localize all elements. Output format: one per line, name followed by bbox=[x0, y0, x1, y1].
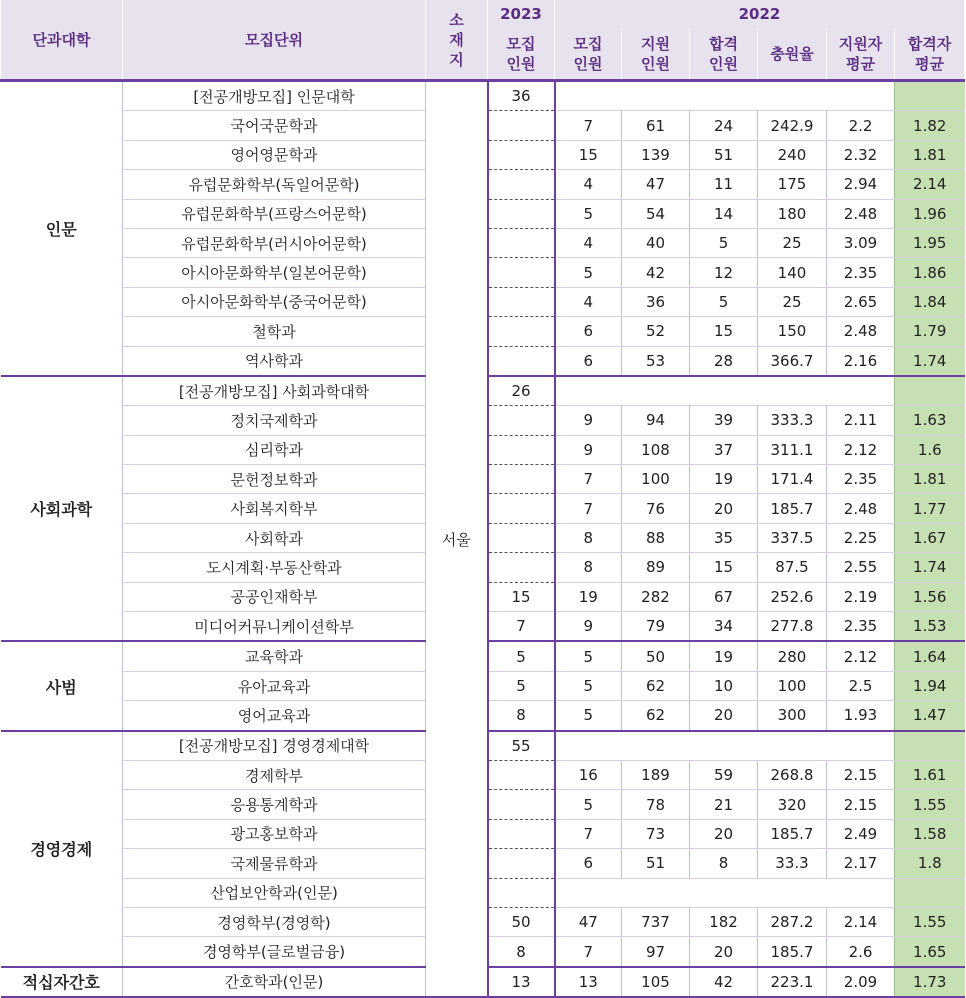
admitted: 34 bbox=[690, 612, 758, 642]
applicants: 100 bbox=[622, 465, 690, 494]
college-name: 적십자간호 bbox=[1, 967, 123, 997]
admitted: 5 bbox=[690, 228, 758, 257]
fill-rate: 185.7 bbox=[758, 819, 827, 848]
header-college: 단과대학 bbox=[1, 0, 123, 81]
quota-2023 bbox=[488, 878, 555, 907]
applicant-avg: 2.55 bbox=[827, 553, 895, 582]
applicant-avg: 2.15 bbox=[827, 790, 895, 819]
unit-name: 간호학과(인문) bbox=[123, 967, 426, 997]
unit-name: 경영학부(글로벌금융) bbox=[123, 937, 426, 967]
quota-2023: 55 bbox=[488, 731, 555, 761]
applicants: 97 bbox=[622, 937, 690, 967]
applicant-avg: 2.15 bbox=[827, 760, 895, 789]
applicants: 89 bbox=[622, 553, 690, 582]
quota-2023: 50 bbox=[488, 907, 555, 936]
quota-2022: 5 bbox=[555, 790, 622, 819]
applicants: 79 bbox=[622, 612, 690, 642]
quota-2022: 7 bbox=[555, 465, 622, 494]
admit-avg: 1.79 bbox=[895, 317, 965, 346]
fill-rate: 87.5 bbox=[758, 553, 827, 582]
quota-2023 bbox=[488, 494, 555, 523]
quota-2022: 5 bbox=[555, 671, 622, 700]
blank-2022-cells bbox=[555, 81, 895, 111]
applicants: 105 bbox=[622, 967, 690, 997]
admit-avg bbox=[895, 81, 965, 111]
fill-rate: 242.9 bbox=[758, 111, 827, 140]
admitted: 37 bbox=[690, 435, 758, 464]
unit-name: 경영학부(경영학) bbox=[123, 907, 426, 936]
header-admitted bbox=[690, 28, 758, 81]
admit-avg: 1.61 bbox=[895, 760, 965, 789]
applicants: 40 bbox=[622, 228, 690, 257]
admit-avg: 1.67 bbox=[895, 523, 965, 552]
quota-2023 bbox=[488, 111, 555, 140]
unit-name: 정치국제학과 bbox=[123, 406, 426, 435]
blank-2022-cells bbox=[555, 376, 895, 406]
fill-rate: 33.3 bbox=[758, 849, 827, 878]
header-applicants bbox=[622, 28, 690, 81]
unit-name: 심리학과 bbox=[123, 435, 426, 464]
admit-avg: 1.55 bbox=[895, 790, 965, 819]
applicant-avg: 1.93 bbox=[827, 701, 895, 731]
admit-avg: 2.14 bbox=[895, 170, 965, 199]
applicants: 88 bbox=[622, 523, 690, 552]
applicant-avg: 2.48 bbox=[827, 199, 895, 228]
header-fill-rate: 충원율 bbox=[758, 28, 827, 81]
unit-name: 아시아문화학부(일본어문학) bbox=[123, 258, 426, 287]
admit-avg: 1.95 bbox=[895, 228, 965, 257]
unit-name: 역사학과 bbox=[123, 346, 426, 376]
college-name: 사회과학 bbox=[1, 376, 123, 642]
admit-avg: 1.94 bbox=[895, 671, 965, 700]
admitted: 182 bbox=[690, 907, 758, 936]
blank-2022-cells bbox=[555, 878, 895, 907]
admit-avg: 1.47 bbox=[895, 701, 965, 731]
quota-2023 bbox=[488, 346, 555, 376]
admit-avg: 1.63 bbox=[895, 406, 965, 435]
quota-2022: 5 bbox=[555, 258, 622, 287]
quota-2022: 19 bbox=[555, 582, 622, 611]
quota-2023 bbox=[488, 553, 555, 582]
applicants: 53 bbox=[622, 346, 690, 376]
unit-name: 아시아문화학부(중국어문학) bbox=[123, 287, 426, 316]
quota-2023: 36 bbox=[488, 81, 555, 111]
quota-2023 bbox=[488, 287, 555, 316]
admit-avg: 1.77 bbox=[895, 494, 965, 523]
applicants: 139 bbox=[622, 140, 690, 169]
admitted: 11 bbox=[690, 170, 758, 199]
applicants: 52 bbox=[622, 317, 690, 346]
quota-2023 bbox=[488, 523, 555, 552]
quota-2022: 4 bbox=[555, 170, 622, 199]
header-applicants-label: 지원 인원 bbox=[641, 34, 670, 73]
quota-2023: 7 bbox=[488, 612, 555, 642]
admit-avg: 1.64 bbox=[895, 641, 965, 671]
header-quota-2022 bbox=[555, 28, 622, 81]
fill-rate: 337.5 bbox=[758, 523, 827, 552]
quota-2022: 9 bbox=[555, 435, 622, 464]
fill-rate: 180 bbox=[758, 199, 827, 228]
fill-rate: 150 bbox=[758, 317, 827, 346]
unit-name: 유럽문화학부(러시아어문학) bbox=[123, 228, 426, 257]
quota-2023 bbox=[488, 199, 555, 228]
unit-name: 공공인재학부 bbox=[123, 582, 426, 611]
applicant-avg: 2.09 bbox=[827, 967, 895, 997]
unit-name: 문헌정보학과 bbox=[123, 465, 426, 494]
admitted: 24 bbox=[690, 111, 758, 140]
fill-rate: 185.7 bbox=[758, 937, 827, 967]
applicant-avg: 2.12 bbox=[827, 641, 895, 671]
admitted: 10 bbox=[690, 671, 758, 700]
fill-rate: 320 bbox=[758, 790, 827, 819]
quota-2023 bbox=[488, 465, 555, 494]
unit-name: 사회복지학부 bbox=[123, 494, 426, 523]
header-admitted-label: 합격 인원 bbox=[709, 34, 738, 73]
quota-2022: 6 bbox=[555, 346, 622, 376]
admit-avg: 1.96 bbox=[895, 199, 965, 228]
applicant-avg: 2.32 bbox=[827, 140, 895, 169]
applicants: 51 bbox=[622, 849, 690, 878]
admit-avg: 1.74 bbox=[895, 553, 965, 582]
unit-name: 응용통계학과 bbox=[123, 790, 426, 819]
college-name: 경영경제 bbox=[1, 731, 123, 967]
applicants: 189 bbox=[622, 760, 690, 789]
applicant-avg: 2.12 bbox=[827, 435, 895, 464]
admitted: 15 bbox=[690, 317, 758, 346]
header-unit: 모집단위 bbox=[123, 0, 426, 81]
fill-rate: 366.7 bbox=[758, 346, 827, 376]
quota-2022: 9 bbox=[555, 406, 622, 435]
unit-name: 경제학부 bbox=[123, 760, 426, 789]
blank-2022-cells bbox=[555, 731, 895, 761]
applicant-avg: 2.11 bbox=[827, 406, 895, 435]
quota-2023: 15 bbox=[488, 582, 555, 611]
unit-name: 유아교육과 bbox=[123, 671, 426, 700]
applicant-avg: 2.5 bbox=[827, 671, 895, 700]
quota-2022: 6 bbox=[555, 849, 622, 878]
quota-2022: 6 bbox=[555, 317, 622, 346]
college-name: 사범 bbox=[1, 641, 123, 730]
header-admit-avg-label: 합격자 평균 bbox=[907, 34, 952, 73]
admitted: 20 bbox=[690, 937, 758, 967]
fill-rate: 100 bbox=[758, 671, 827, 700]
applicant-avg: 2.17 bbox=[827, 849, 895, 878]
fill-rate: 25 bbox=[758, 228, 827, 257]
fill-rate: 140 bbox=[758, 258, 827, 287]
admitted: 15 bbox=[690, 553, 758, 582]
applicants: 62 bbox=[622, 701, 690, 731]
admit-avg bbox=[895, 731, 965, 761]
fill-rate: 280 bbox=[758, 641, 827, 671]
admitted: 20 bbox=[690, 819, 758, 848]
admit-avg: 1.73 bbox=[895, 967, 965, 997]
applicant-avg: 3.09 bbox=[827, 228, 895, 257]
fill-rate: 252.6 bbox=[758, 582, 827, 611]
applicant-avg: 2.65 bbox=[827, 287, 895, 316]
applicant-avg: 2.19 bbox=[827, 582, 895, 611]
fill-rate: 287.2 bbox=[758, 907, 827, 936]
applicants: 76 bbox=[622, 494, 690, 523]
quota-2022: 7 bbox=[555, 819, 622, 848]
fill-rate: 333.3 bbox=[758, 406, 827, 435]
quota-2023: 5 bbox=[488, 671, 555, 700]
applicant-avg: 2.35 bbox=[827, 612, 895, 642]
quota-2022: 8 bbox=[555, 553, 622, 582]
applicants: 282 bbox=[622, 582, 690, 611]
admit-avg: 1.65 bbox=[895, 937, 965, 967]
applicants: 62 bbox=[622, 671, 690, 700]
quota-2023 bbox=[488, 406, 555, 435]
quota-2023 bbox=[488, 170, 555, 199]
quota-2022: 8 bbox=[555, 523, 622, 552]
header-admit-avg bbox=[895, 28, 965, 81]
location-cell: 서울 bbox=[426, 81, 488, 998]
quota-2022: 15 bbox=[555, 140, 622, 169]
applicants: 36 bbox=[622, 287, 690, 316]
quota-2023 bbox=[488, 228, 555, 257]
applicant-avg: 2.48 bbox=[827, 494, 895, 523]
unit-name: 영어교육과 bbox=[123, 701, 426, 731]
admitted: 14 bbox=[690, 199, 758, 228]
unit-name: 철학과 bbox=[123, 317, 426, 346]
college-name: 인문 bbox=[1, 81, 123, 376]
applicant-avg: 2.49 bbox=[827, 819, 895, 848]
admitted: 35 bbox=[690, 523, 758, 552]
admit-avg: 1.81 bbox=[895, 140, 965, 169]
applicant-avg: 2.16 bbox=[827, 346, 895, 376]
admit-avg: 1.58 bbox=[895, 819, 965, 848]
admitted: 5 bbox=[690, 287, 758, 316]
admitted: 8 bbox=[690, 849, 758, 878]
applicants: 54 bbox=[622, 199, 690, 228]
admit-avg: 1.86 bbox=[895, 258, 965, 287]
admitted: 21 bbox=[690, 790, 758, 819]
quota-2022: 7 bbox=[555, 937, 622, 967]
applicants: 78 bbox=[622, 790, 690, 819]
unit-name: [전공개방모집] 인문대학 bbox=[123, 81, 426, 111]
quota-2023 bbox=[488, 258, 555, 287]
quota-2023: 13 bbox=[488, 967, 555, 997]
admit-avg: 1.6 bbox=[895, 435, 965, 464]
header-applicant-avg bbox=[827, 28, 895, 81]
applicants: 42 bbox=[622, 258, 690, 287]
fill-rate: 311.1 bbox=[758, 435, 827, 464]
header-quota-2022-label: 모집 인원 bbox=[573, 34, 603, 73]
unit-name: 광고홍보학과 bbox=[123, 819, 426, 848]
header-year-2023: 2023 bbox=[488, 0, 555, 28]
admit-avg: 1.74 bbox=[895, 346, 965, 376]
unit-name: [전공개방모집] 사회과학대학 bbox=[123, 376, 426, 406]
admitted: 19 bbox=[690, 641, 758, 671]
applicant-avg: 2.2 bbox=[827, 111, 895, 140]
unit-name: 교육학과 bbox=[123, 641, 426, 671]
quota-2022: 4 bbox=[555, 228, 622, 257]
admitted: 20 bbox=[690, 701, 758, 731]
header-quota-2023-label: 모집 인원 bbox=[506, 34, 536, 73]
quota-2022: 5 bbox=[555, 199, 622, 228]
unit-name: 국제물류학과 bbox=[123, 849, 426, 878]
admitted: 19 bbox=[690, 465, 758, 494]
admit-avg: 1.84 bbox=[895, 287, 965, 316]
applicant-avg: 2.94 bbox=[827, 170, 895, 199]
fill-rate: 300 bbox=[758, 701, 827, 731]
header-applicant-avg-label: 지원자 평균 bbox=[838, 34, 883, 73]
quota-2023 bbox=[488, 790, 555, 819]
unit-name: 영어영문학과 bbox=[123, 140, 426, 169]
applicants: 737 bbox=[622, 907, 690, 936]
applicants: 94 bbox=[622, 406, 690, 435]
applicant-avg: 2.6 bbox=[827, 937, 895, 967]
quota-2022: 16 bbox=[555, 760, 622, 789]
fill-rate: 171.4 bbox=[758, 465, 827, 494]
quota-2022: 5 bbox=[555, 701, 622, 731]
quota-2023 bbox=[488, 435, 555, 464]
quota-2023 bbox=[488, 819, 555, 848]
fill-rate: 268.8 bbox=[758, 760, 827, 789]
applicants: 73 bbox=[622, 819, 690, 848]
unit-name: 유럽문화학부(독일어문학) bbox=[123, 170, 426, 199]
admit-avg bbox=[895, 878, 965, 907]
quota-2023 bbox=[488, 760, 555, 789]
applicant-avg: 2.35 bbox=[827, 465, 895, 494]
table-row bbox=[1, 81, 965, 111]
admit-avg: 1.81 bbox=[895, 465, 965, 494]
applicant-avg: 2.35 bbox=[827, 258, 895, 287]
admitted: 51 bbox=[690, 140, 758, 169]
fill-rate: 277.8 bbox=[758, 612, 827, 642]
admitted: 20 bbox=[690, 494, 758, 523]
fill-rate: 25 bbox=[758, 287, 827, 316]
admit-avg bbox=[895, 376, 965, 406]
header-quota-2023 bbox=[488, 28, 555, 81]
unit-name: 산업보안학과(인문) bbox=[123, 878, 426, 907]
applicants: 61 bbox=[622, 111, 690, 140]
applicant-avg: 2.48 bbox=[827, 317, 895, 346]
admit-avg: 1.55 bbox=[895, 907, 965, 936]
fill-rate: 175 bbox=[758, 170, 827, 199]
quota-2022: 5 bbox=[555, 641, 622, 671]
admit-avg: 1.8 bbox=[895, 849, 965, 878]
unit-name: 사회학과 bbox=[123, 523, 426, 552]
quota-2023: 26 bbox=[488, 376, 555, 406]
quota-2023: 8 bbox=[488, 701, 555, 731]
quota-2023: 8 bbox=[488, 937, 555, 967]
admitted: 67 bbox=[690, 582, 758, 611]
quota-2022: 7 bbox=[555, 494, 622, 523]
admitted: 28 bbox=[690, 346, 758, 376]
table-header bbox=[1, 0, 965, 81]
quota-2022: 9 bbox=[555, 612, 622, 642]
quota-2022: 13 bbox=[555, 967, 622, 997]
quota-2023: 5 bbox=[488, 641, 555, 671]
admit-avg: 1.56 bbox=[895, 582, 965, 611]
quota-2023 bbox=[488, 140, 555, 169]
applicants: 47 bbox=[622, 170, 690, 199]
admit-avg: 1.53 bbox=[895, 612, 965, 642]
applicant-avg: 2.14 bbox=[827, 907, 895, 936]
applicants: 50 bbox=[622, 641, 690, 671]
quota-2022: 47 bbox=[555, 907, 622, 936]
header-location-label: 소 재 지 bbox=[449, 10, 464, 69]
unit-name: [전공개방모집] 경영경제대학 bbox=[123, 731, 426, 761]
header-location bbox=[426, 0, 488, 81]
admitted: 12 bbox=[690, 258, 758, 287]
admitted: 39 bbox=[690, 406, 758, 435]
fill-rate: 185.7 bbox=[758, 494, 827, 523]
admitted: 42 bbox=[690, 967, 758, 997]
unit-name: 미디어커뮤니케이션학부 bbox=[123, 612, 426, 642]
unit-name: 도시계획·부동산학과 bbox=[123, 553, 426, 582]
unit-name: 유럽문화학부(프랑스어문학) bbox=[123, 199, 426, 228]
applicant-avg: 2.25 bbox=[827, 523, 895, 552]
fill-rate: 240 bbox=[758, 140, 827, 169]
unit-name: 국어국문학과 bbox=[123, 111, 426, 140]
quota-2022: 4 bbox=[555, 287, 622, 316]
quota-2023 bbox=[488, 849, 555, 878]
header-year-2022: 2022 bbox=[555, 0, 965, 28]
fill-rate: 223.1 bbox=[758, 967, 827, 997]
admit-avg: 1.82 bbox=[895, 111, 965, 140]
applicants: 108 bbox=[622, 435, 690, 464]
quota-2023 bbox=[488, 317, 555, 346]
admitted: 59 bbox=[690, 760, 758, 789]
table-body bbox=[1, 81, 965, 998]
quota-2022: 7 bbox=[555, 111, 622, 140]
